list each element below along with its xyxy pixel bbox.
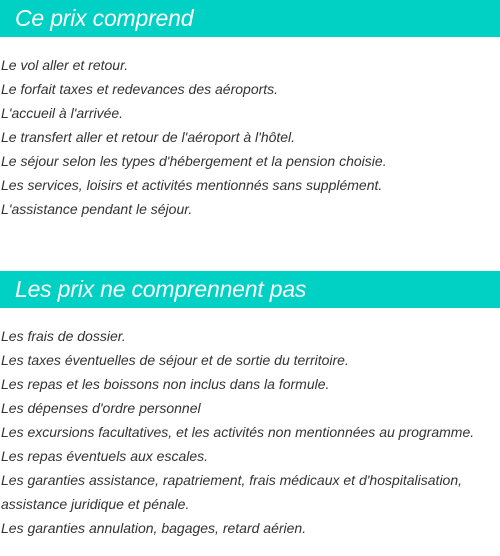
excluded-item: Les excursions facultatives, et les activités non mentionnées au programme.: [1, 424, 475, 440]
included-item: Le transfert aller et retour de l'aéroport à l'hôtel.: [1, 129, 296, 145]
excluded-item: Les taxes éventuelles de séjour et de sortie du territoire.: [1, 352, 349, 368]
excluded-list: [0, 324, 500, 540]
included-item: Le vol aller et retour.: [1, 57, 129, 73]
included-item: Les services, loisirs et activités mentionnés sans supplément.: [1, 177, 383, 193]
excluded-section-header: [0, 271, 500, 308]
included-item: L'assistance pendant le séjour.: [1, 201, 193, 217]
included-section-header: [0, 0, 500, 37]
excluded-item: Les garanties annulation, bagages, retard aérien.: [1, 520, 307, 536]
included-list: [0, 53, 500, 221]
excluded-section-title: Les prix ne comprennent pas: [15, 276, 307, 302]
excluded-item: Les dépenses d'ordre personnel: [1, 400, 201, 416]
excluded-item: Les repas éventuels aux escales.: [1, 448, 209, 464]
included-item: Le forfait taxes et redevances des aéroports.: [1, 81, 279, 97]
included-item: L'accueil à l'arrivée.: [1, 105, 124, 121]
excluded-item: Les repas et les boissons non inclus dans la formule.: [1, 376, 330, 392]
included-item: Le séjour selon les types d'hébergement et la pension choisie.: [1, 153, 387, 169]
included-section-title: Ce prix comprend: [15, 5, 194, 31]
excluded-item: Les frais de dossier.: [1, 328, 126, 344]
excluded-item: Les garanties assistance, rapatriement, frais médicaux et d'hospitalisation, assistance juridique et pénale.: [1, 472, 463, 512]
